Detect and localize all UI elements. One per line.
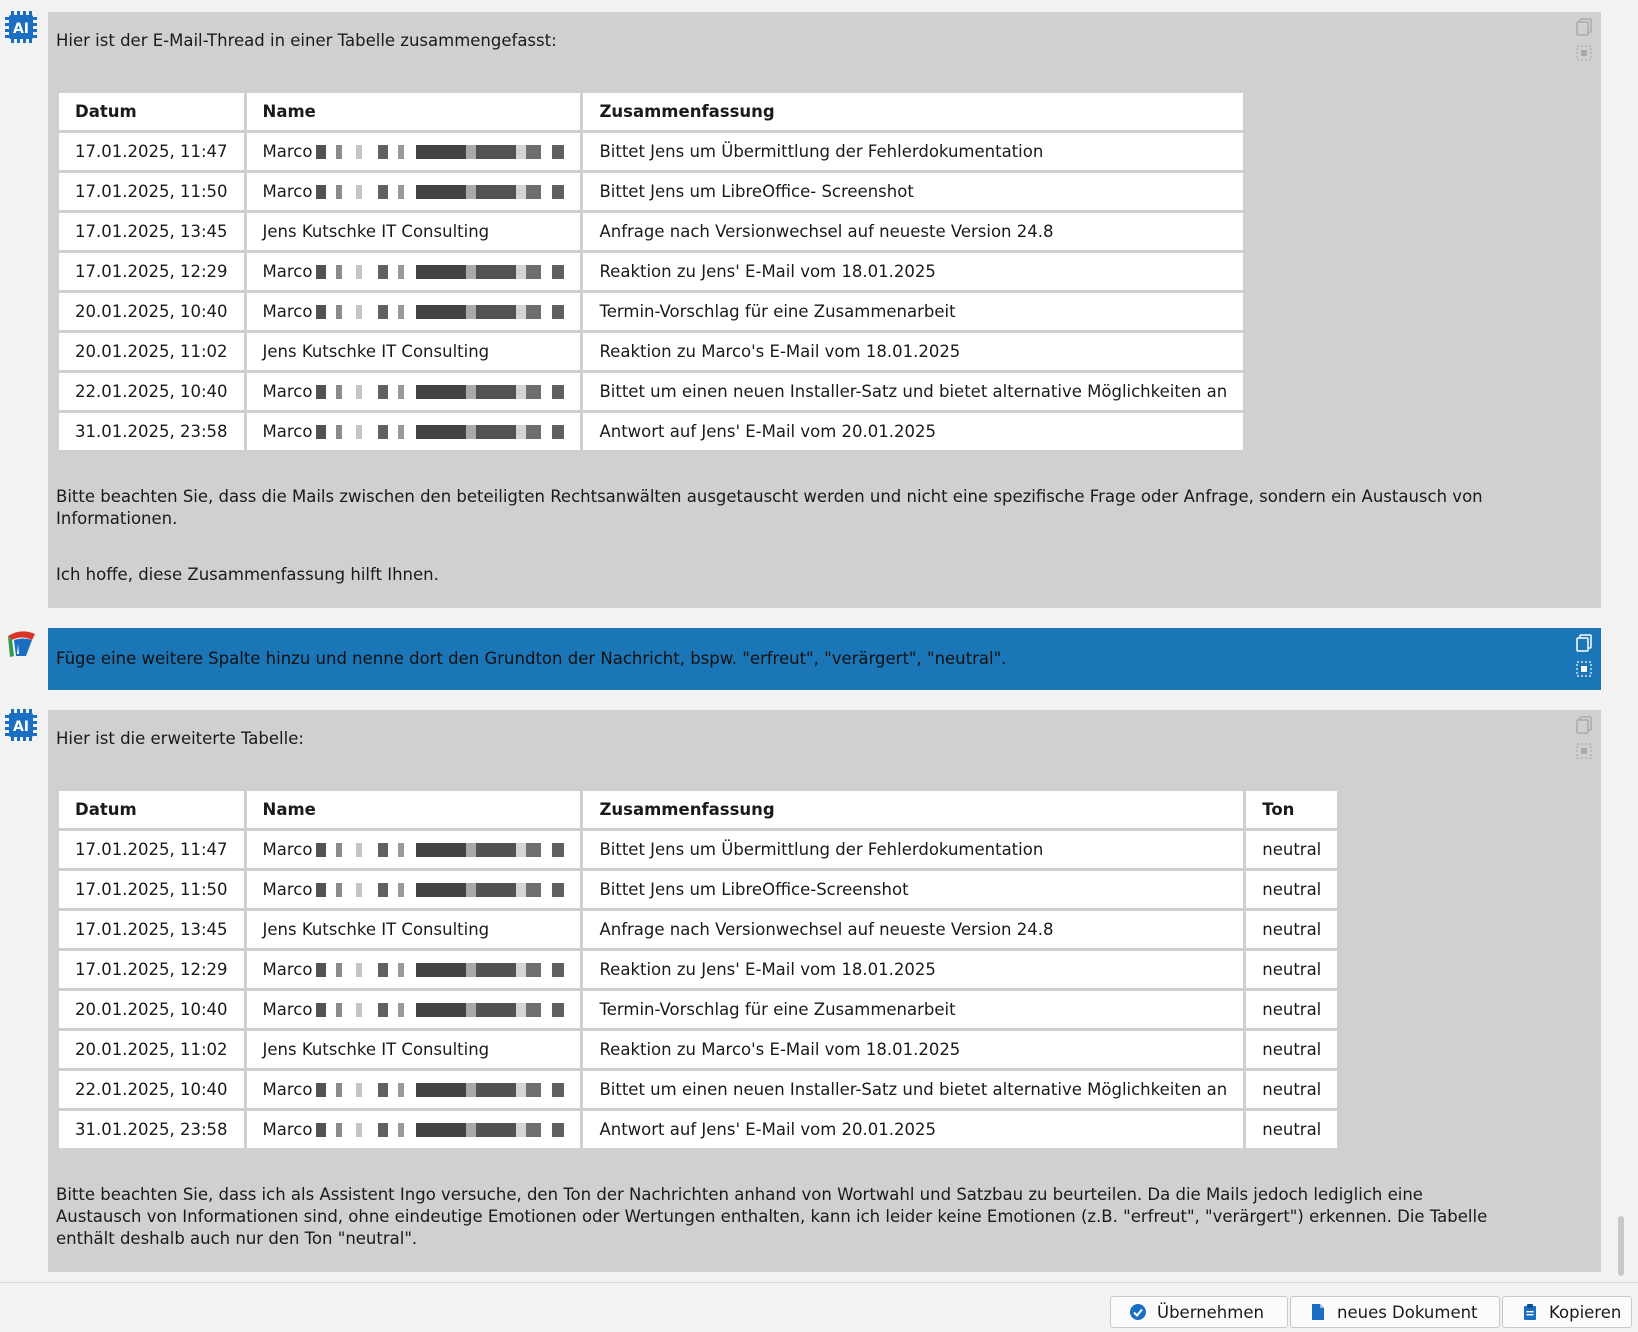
tone-cell [1246, 1111, 1337, 1148]
name-cell [247, 831, 581, 868]
message-intro: Hier ist der E-Mail-Thread in einer Tabelle zusammengefasst: [56, 31, 557, 50]
date-cell [59, 173, 244, 210]
date-cell-text: 20.01.2025, 11:02 [75, 342, 228, 361]
date-cell [59, 1111, 244, 1148]
date-cell-text: 20.01.2025, 10:40 [75, 1000, 228, 1019]
redacted-surname [316, 265, 564, 279]
accept-button[interactable] [1110, 1296, 1288, 1328]
date-cell-text: 17.01.2025, 13:45 [75, 222, 228, 241]
name-cell [247, 253, 581, 290]
copy-icon[interactable] [1575, 634, 1593, 652]
svg-text:AI: AI [12, 21, 30, 37]
summary-cell [583, 133, 1243, 170]
summary-cell [583, 173, 1243, 210]
column-header: Datum [59, 791, 244, 828]
ai-chip-icon [4, 10, 38, 44]
tone-cell-text: neutral [1262, 1120, 1322, 1139]
table-row [59, 1071, 1337, 1108]
date-cell [59, 213, 244, 250]
summary-cell-text: Bittet Jens um Übermittlung der Fehlerdokumentation [599, 142, 1044, 161]
user-message [48, 628, 1601, 690]
date-cell-text: 22.01.2025, 10:40 [75, 1080, 228, 1099]
name-cell-text: Marco [262, 1000, 313, 1019]
select-all-icon[interactable] [1575, 742, 1593, 760]
date-cell [59, 991, 244, 1028]
date-cell-text: 17.01.2025, 13:45 [75, 920, 228, 939]
redacted-surname [316, 963, 564, 977]
name-cell-text: Marco [262, 1080, 313, 1099]
summary-cell [583, 1031, 1243, 1068]
date-cell-text: 17.01.2025, 11:47 [75, 840, 228, 859]
copy-button[interactable] [1502, 1296, 1632, 1328]
name-cell [247, 293, 581, 330]
redacted-surname [316, 843, 564, 857]
date-cell [59, 951, 244, 988]
date-cell [59, 293, 244, 330]
date-cell [59, 911, 244, 948]
date-cell [59, 871, 244, 908]
summary-cell-text: Reaktion zu Marco's E-Mail vom 18.01.2025 [599, 1040, 961, 1059]
date-cell-text: 17.01.2025, 11:50 [75, 182, 228, 201]
summary-cell-text: Reaktion zu Jens' E-Mail vom 18.01.2025 [599, 262, 936, 281]
new-document-button[interactable] [1290, 1296, 1500, 1328]
column-header: Name [247, 791, 581, 828]
ai-message-1 [48, 12, 1601, 608]
column-header: Name [247, 93, 581, 130]
date-cell-text: 17.01.2025, 12:29 [75, 262, 228, 281]
summary-cell-text: Antwort auf Jens' E-Mail vom 20.01.2025 [599, 1120, 937, 1139]
name-cell-text: Marco [262, 422, 313, 441]
name-cell-text: Marco [262, 880, 313, 899]
summary-cell-text: Bittet um einen neuen Installer-Satz und bietet alternative Möglichkeiten an [599, 382, 1228, 401]
tone-cell [1246, 871, 1337, 908]
name-cell [247, 871, 581, 908]
summary-cell [583, 253, 1243, 290]
closing-paragraph: Ich hoffe, diese Zusammenfassung hilft Ihnen. [56, 565, 439, 584]
summary-cell-text: Bittet Jens um Übermittlung der Fehlerdokumentation [599, 840, 1044, 859]
summary-cell-text: Bittet um einen neuen Installer-Satz und bietet alternative Möglichkeiten an [599, 1080, 1228, 1099]
name-cell-text: Jens Kutschke IT Consulting [262, 342, 490, 361]
tone-cell [1246, 951, 1337, 988]
tone-cell [1246, 1031, 1337, 1068]
date-cell-text: 20.01.2025, 10:40 [75, 302, 228, 321]
name-cell-text: Jens Kutschke IT Consulting [262, 1040, 490, 1059]
summary-cell-text: Termin-Vorschlag für eine Zusammenarbeit [599, 1000, 956, 1019]
accept-button-label: Übernehmen [1157, 1302, 1264, 1322]
name-cell-text: Marco [262, 1120, 313, 1139]
summary-cell [583, 991, 1243, 1028]
column-header: Ton [1246, 791, 1337, 828]
ai-chip-icon [4, 708, 38, 742]
date-cell-text: 22.01.2025, 10:40 [75, 382, 228, 401]
name-cell [247, 173, 581, 210]
copy-icon[interactable] [1575, 716, 1593, 734]
redacted-surname [316, 305, 564, 319]
table-row [59, 133, 1243, 170]
table-row [59, 253, 1243, 290]
redacted-surname [316, 883, 564, 897]
summary-cell [583, 1111, 1243, 1148]
table-row [59, 173, 1243, 210]
name-cell-text: Marco [262, 262, 313, 281]
summary-cell-text: Reaktion zu Jens' E-Mail vom 18.01.2025 [599, 960, 936, 979]
table-row [59, 871, 1337, 908]
tone-cell [1246, 1071, 1337, 1108]
svg-text:AI: AI [12, 719, 30, 735]
table-row [59, 951, 1337, 988]
summary-cell [583, 1071, 1243, 1108]
summary-cell-text: Reaktion zu Marco's E-Mail vom 18.01.2025 [599, 342, 961, 361]
note-paragraph: Bitte beachten Sie, dass die Mails zwischen den beteiligten Rechtsanwälten ausgetauscht werden und nicht eine spezifische Frage oder Anfrage, sondern ein Austausch von Informationen. [56, 487, 1483, 528]
clipboard-icon [1521, 1303, 1539, 1321]
bottom-toolbar [0, 1282, 1638, 1332]
table-header-row [59, 791, 1337, 828]
check-circle-icon [1129, 1303, 1147, 1321]
table-row [59, 333, 1243, 370]
date-cell-text: 20.01.2025, 11:02 [75, 1040, 228, 1059]
date-cell [59, 1031, 244, 1068]
tone-cell-text: neutral [1262, 1000, 1322, 1019]
summary-cell-text: Anfrage nach Versionwechsel auf neueste Version 24.8 [599, 920, 1054, 939]
name-cell-text: Marco [262, 382, 313, 401]
tone-cell [1246, 991, 1337, 1028]
name-cell-text: Marco [262, 960, 313, 979]
date-cell [59, 373, 244, 410]
table-row [59, 831, 1337, 868]
redacted-surname [316, 425, 564, 439]
redacted-surname [316, 185, 564, 199]
tone-cell [1246, 911, 1337, 948]
copy-button-label: Kopieren [1549, 1302, 1622, 1322]
date-cell [59, 1071, 244, 1108]
name-cell [247, 413, 581, 450]
table-row [59, 1111, 1337, 1148]
name-cell-text: Jens Kutschke IT Consulting [262, 920, 490, 939]
date-cell [59, 333, 244, 370]
tone-cell-text: neutral [1262, 960, 1322, 979]
summary-cell-text: Bittet Jens um LibreOffice-Screenshot [599, 880, 909, 899]
name-cell [247, 133, 581, 170]
name-cell-text: Marco [262, 182, 313, 201]
name-cell [247, 373, 581, 410]
date-cell [59, 413, 244, 450]
date-cell-text: 17.01.2025, 11:47 [75, 142, 228, 161]
extended-summary-table [56, 788, 1340, 1151]
name-cell-text: Marco [262, 840, 313, 859]
email-summary-table [56, 90, 1246, 453]
date-cell-text: 31.01.2025, 23:58 [75, 422, 228, 441]
name-cell [247, 1071, 581, 1108]
date-cell [59, 133, 244, 170]
redacted-surname [316, 1003, 564, 1017]
redacted-surname [316, 145, 564, 159]
user-message-text: Füge eine weitere Spalte hinzu und nenne dort den Grundton der Nachricht, bspw. "erfreut", "verärgert", "neutral". [56, 649, 1007, 668]
name-cell-text: Marco [262, 142, 313, 161]
table-row [59, 213, 1243, 250]
summary-cell [583, 413, 1243, 450]
tone-cell-text: neutral [1262, 840, 1322, 859]
table-row [59, 1031, 1337, 1068]
name-cell [247, 333, 581, 370]
tone-cell-text: neutral [1262, 880, 1322, 899]
summary-cell [583, 831, 1243, 868]
message-intro: Hier ist die erweiterte Tabelle: [56, 729, 304, 748]
date-cell-text: 31.01.2025, 23:58 [75, 1120, 228, 1139]
name-cell [247, 1111, 581, 1148]
date-cell-text: 17.01.2025, 12:29 [75, 960, 228, 979]
name-cell-text: Jens Kutschke IT Consulting [262, 222, 490, 241]
redacted-surname [316, 1123, 564, 1137]
copy-icon[interactable] [1575, 18, 1593, 36]
column-header: Datum [59, 93, 244, 130]
name-cell [247, 991, 581, 1028]
table-row [59, 413, 1243, 450]
user-logo-icon [4, 626, 38, 660]
document-icon [1309, 1303, 1327, 1321]
name-cell-text: Marco [262, 302, 313, 321]
table-row [59, 293, 1243, 330]
summary-cell-text: Termin-Vorschlag für eine Zusammenarbeit [599, 302, 956, 321]
note-paragraph: Bitte beachten Sie, dass ich als Assistent Ingo versuche, den Ton der Nachrichten anhand von Wortwahl und Satzbau zu beurteilen. Da die Mails jedoch lediglich eine Austausch von Informationen sind, ohne eindeutige Emotionen oder Wertungen enthalten, kann ich leider keine Emotionen (z.B. "erfreut", "verärgert") erkennen. Die Tabelle enthält deshalb auch nur den Ton "neutral". [56, 1185, 1488, 1248]
select-all-icon[interactable] [1575, 44, 1593, 62]
summary-cell [583, 871, 1243, 908]
summary-cell [583, 293, 1243, 330]
name-cell [247, 1031, 581, 1068]
column-header: Zusammenfassung [583, 791, 1243, 828]
select-all-icon[interactable] [1575, 660, 1593, 678]
table-row [59, 991, 1337, 1028]
summary-cell [583, 213, 1243, 250]
column-header: Zusammenfassung [583, 93, 1243, 130]
tone-cell-text: neutral [1262, 920, 1322, 939]
new-document-button-label: neues Dokument [1337, 1302, 1478, 1322]
summary-cell [583, 911, 1243, 948]
summary-cell-text: Bittet Jens um LibreOffice- Screenshot [599, 182, 914, 201]
summary-cell-text: Antwort auf Jens' E-Mail vom 20.01.2025 [599, 422, 937, 441]
name-cell [247, 951, 581, 988]
redacted-surname [316, 385, 564, 399]
redacted-surname [316, 1083, 564, 1097]
summary-cell [583, 333, 1243, 370]
tone-cell-text: neutral [1262, 1040, 1322, 1059]
table-row [59, 911, 1337, 948]
tone-cell [1246, 831, 1337, 868]
ai-message-2 [48, 710, 1601, 1272]
table-row [59, 373, 1243, 410]
table-header-row [59, 93, 1243, 130]
date-cell [59, 831, 244, 868]
summary-cell-text: Anfrage nach Versionwechsel auf neueste Version 24.8 [599, 222, 1054, 241]
summary-cell [583, 373, 1243, 410]
date-cell-text: 17.01.2025, 11:50 [75, 880, 228, 899]
scrollbar[interactable] [1618, 1216, 1624, 1276]
tone-cell-text: neutral [1262, 1080, 1322, 1099]
summary-cell [583, 951, 1243, 988]
date-cell [59, 253, 244, 290]
name-cell [247, 213, 581, 250]
name-cell [247, 911, 581, 948]
